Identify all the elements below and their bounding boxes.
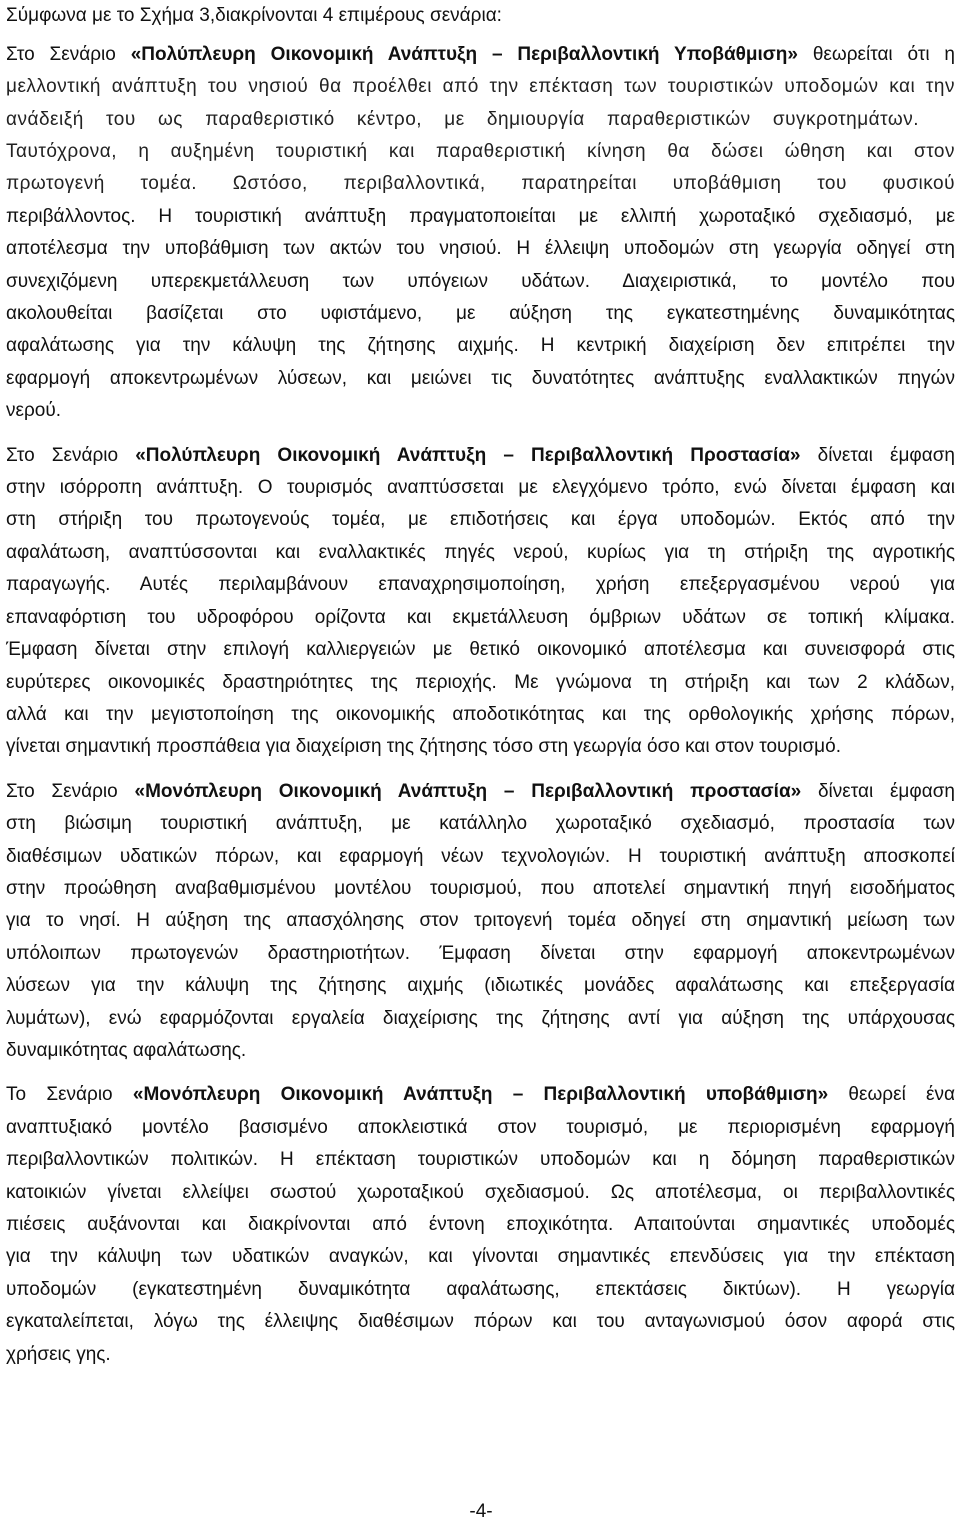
- scenario-paragraph-3: [6, 776, 955, 1068]
- text-line: αλλά και την μεγιστοποίηση της οικονομικής αποδοτικότητας και της ορθολογικής χρήσης πόρων,: [6, 703, 955, 725]
- scenario-paragraph-1: [6, 39, 955, 428]
- text-line: μελλοντική ανάπτυξη του νησιού θα προέλθει από την επέκταση των τουριστικών υποδομών και την: [6, 76, 955, 98]
- document-body: [6, 0, 955, 1371]
- intro-line: Σύμφωνα με το Σχήμα 3,διακρίνονται 4 επιμέρους σενάρια:: [6, 5, 502, 26]
- text-line: ανάδειξή του ως παραθεριστικό κέντρο, με δημιουργία παραθεριστικών συγκροτημάτων.: [6, 108, 919, 130]
- text-line: στη στήριξη του πρωτογενούς τομέα, με επιδοτήσεις και έργα υποδομών. Εκτός από την: [6, 509, 955, 531]
- continuation-text: θεωρείται ότι η: [797, 43, 955, 65]
- lead-text: Το Σενάριο: [6, 1084, 133, 1106]
- text-line: διαθέσιμων υδατικών πόρων, και εφαρμογή νέων τεχνολογιών. Η τουριστική ανάπτυξη αποσκοπεί: [6, 845, 955, 867]
- text-line: ευρύτερες οικονομικές δραστηριότητες της περιοχής. Με γνώμονα τη στήριξη και των 2 κλάδων,: [6, 671, 955, 693]
- scenario-title: «Πολύπλευρη Οικονομική Ανάπτυξη – Περιβαλλοντική Υποβάθμιση»: [130, 43, 798, 65]
- text-line: αφαλάτωσης για την κάλυψη της ζήτησης αιχμής. Η κεντρική διαχείριση δεν επιτρέπει την: [6, 335, 955, 357]
- scenario-paragraph-2: [6, 440, 955, 764]
- text-line: λύσεων για την κάλυψη της ζήτησης αιχμής (ιδιωτικές μονάδες αφαλάτωσης και επεξεργασία: [6, 975, 955, 997]
- scenario-title: «Μονόπλευρη Οικονομική Ανάπτυξη – Περιβαλλοντική υποβάθμιση»: [132, 1084, 829, 1106]
- text-line: αναπτυξιακό μοντέλο βασισμένο αποκλειστικά στον τουρισμό, με περιορισμένη εφαρμογή: [6, 1116, 955, 1138]
- scenario-title: «Μονόπλευρη Οικονομική Ανάπτυξη – Περιβαλλοντική προστασία»: [134, 780, 802, 802]
- text-line: πιέσεις αυξάνονται και διακρίνονται από έντονη εποχικότητα. Απαιτούνται σημαντικές υποδομές: [6, 1214, 955, 1236]
- text-line: λυμάτων), ενώ εφαρμόζονται εργαλεία διαχείρισης της ζήτησης αντί για αύξηση της υπάρχουσας: [6, 1007, 955, 1029]
- text-line: περιβαλλοντικών πολιτικών. Η επέκταση τουριστικών υποδομών και η δόμηση παραθεριστικών: [6, 1149, 955, 1171]
- continuation-text: θεωρεί ένα: [828, 1084, 955, 1106]
- scenario-heading-line: [6, 776, 955, 808]
- text-line-last: νερού.: [6, 400, 62, 422]
- text-line: ακολουθείται βασίζεται στο υφιστάμενο, με αύξηση της εγκατεστημένης δυναμικότητας: [6, 303, 955, 325]
- text-line: παραγωγής. Αυτές περιλαμβάνουν επαναχρησιμοποίηση, χρήση επεξεργασμένου νερού για: [6, 574, 955, 596]
- text-line: κατοικιών γίνεται ελλείψει σωστού χωροταξικού σχεδιασμού. Ως αποτέλεσμα, οι περιβαλλοντικές: [6, 1181, 955, 1203]
- text-line: στην ισόρροπη ανάπτυξη. Ο τουρισμός αναπτύσσεται με ελεγχόμενο τρόπο, ενώ δίνεται έμφαση και: [6, 477, 955, 499]
- continuation-text: δίνεται έμφαση: [801, 780, 955, 802]
- text-line: για την κάλυψη των υδατικών αναγκών, και γίνονται σημαντικές επενδύσεις για την επέκταση: [6, 1246, 955, 1268]
- scenario-title: «Πολύπλευρη Οικονομική Ανάπτυξη – Περιβαλλοντική Προστασία»: [135, 444, 801, 466]
- text-line-last: γίνεται σημαντική προσπάθεια για διαχείριση της ζήτησης τόσο στη γεωργία όσο και στον τουρισμό.: [6, 736, 841, 758]
- text-line: υπόλοιπων πρωτογενών δραστηριοτήτων. Έμφαση δίνεται στην εφαρμογή αποκεντρωμένων: [6, 942, 955, 964]
- text-line: συνεχιζόμενη υπερεκμετάλλευση των υπόγειων υδάτων. Διαχειριστικά, το μοντέλο που: [6, 270, 955, 292]
- text-line: στη βιώσιμη τουριστική ανάπτυξη, με κατάλληλο χωροταξικό σχεδιασμό, προστασία των: [6, 813, 955, 835]
- text-line: αφαλάτωση, αναπτύσσονται και εναλλακτικές πηγές νερού, κυρίως για τη στήριξη της αγροτικής: [6, 541, 955, 563]
- lead-text: Στο Σενάριο: [6, 43, 131, 65]
- text-line: Έμφαση δίνεται στην επιλογή καλλιεργειών με θετικό οικονομικό αποτέλεσμα και συνεισφορά στις: [6, 639, 955, 661]
- lead-text: Στο Σενάριο: [6, 780, 135, 802]
- text-line: πρωτογενή τομέα. Ωστόσο, περιβαλλοντικά, παρατηρείται υποβάθμιση του φυσικού: [6, 173, 955, 195]
- text-line: στην προώθηση αναβαθμισμένου μοντέλου τουρισμού, που αποτελεί σημαντική πηγή εισοδήματος: [6, 877, 955, 899]
- text-line: εφαρμογή αποκεντρωμένων λύσεων, και μειώνει τις δυνατότητες ανάπτυξης εναλλακτικών πηγών: [6, 367, 955, 389]
- scenario-heading-line: [6, 440, 955, 472]
- text-line: υποδομών (εγκατεστημένη δυναμικότητα αφαλάτωσης, επεκτάσεις δικτύων). Η γεωργία: [6, 1278, 955, 1300]
- text-line: επαναφόρτιση του υδροφόρου ορίζοντα και εκμετάλλευση όμβριων υδάτων σε τοπική κλίμακα.: [6, 606, 955, 628]
- scenario-paragraph-4: [6, 1079, 955, 1371]
- text-line-last: χρήσεις γης.: [6, 1343, 111, 1365]
- text-line: αποτέλεσμα την υποβάθμιση των ακτών του νησιού. Η έλλειψη υποδομών στη γεωργία οδηγεί στη: [6, 238, 955, 260]
- scenario-heading-line: [6, 1079, 955, 1111]
- text-line: για το νησί. Η αύξηση της απασχόλησης στον τριτογενή τομέα οδηγεί στη σημαντική μείωση των: [6, 910, 955, 932]
- lead-text: Στο Σενάριο: [6, 444, 136, 466]
- text-line: Ταυτόχρονα, η αυξημένη τουριστική και παραθεριστική κίνηση θα δώσει ώθηση και στον: [6, 141, 955, 163]
- continuation-text: δίνεται έμφαση: [800, 444, 955, 466]
- text-line-last: δυναμικότητας αφαλάτωσης.: [6, 1039, 247, 1061]
- text-line: εγκαταλείπεται, λόγω της έλλειψης διαθέσιμων πόρων και του ανταγωνισμού όσον αφορά στις: [6, 1311, 955, 1333]
- page-number: -4-: [469, 1501, 493, 1522]
- scenario-heading-line: [6, 39, 955, 71]
- text-line: περιβάλλοντος. Η τουριστική ανάπτυξη πραγματοποιείται με ελλιπή χωροταξικό σχεδιασμό, με: [6, 205, 955, 227]
